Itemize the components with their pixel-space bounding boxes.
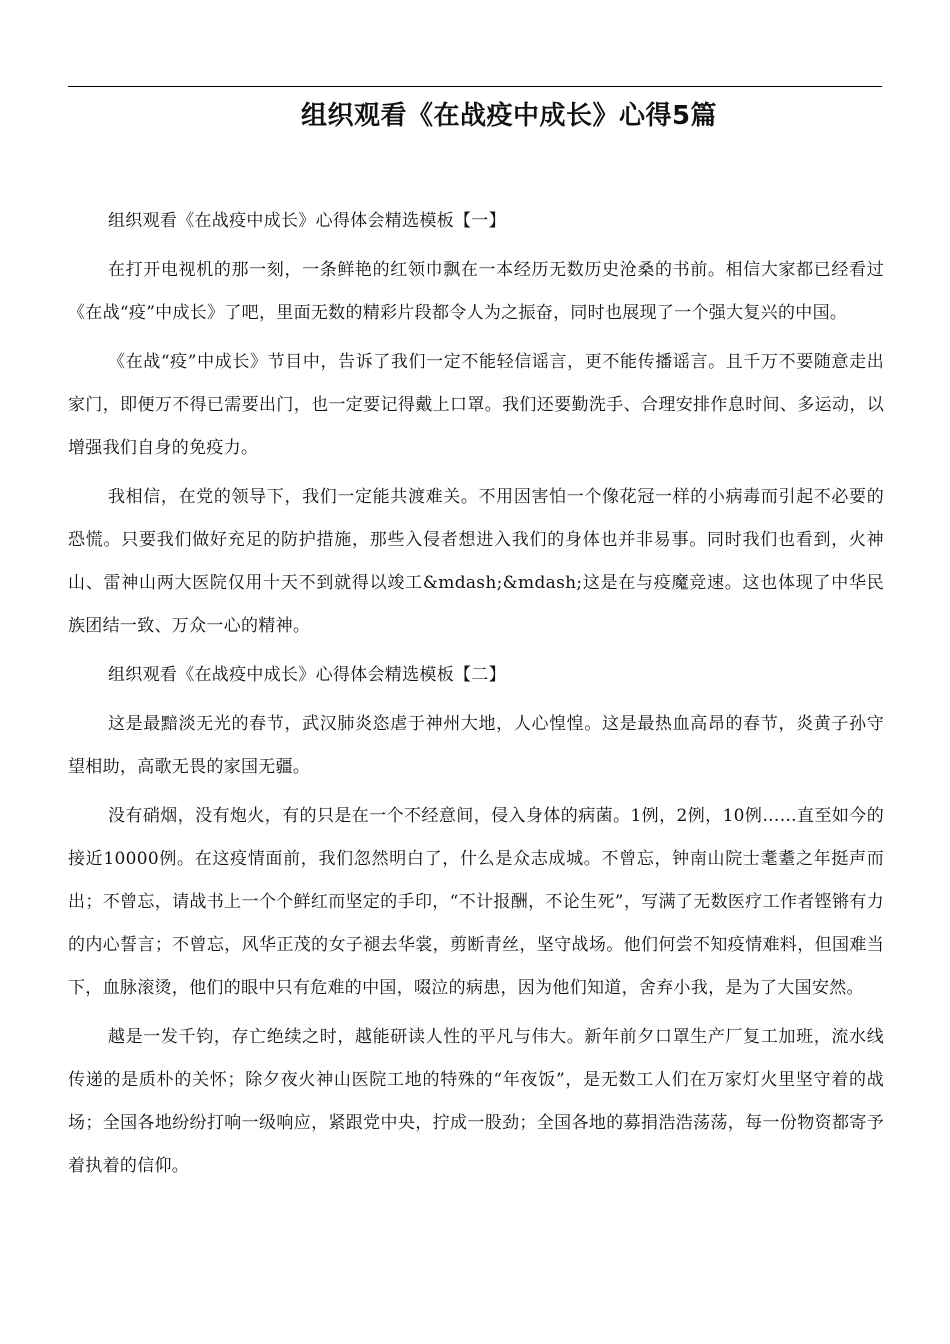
body-paragraph: 在打开电视机的那一刻，一条鲜艳的红领巾飘在一本经历无数历史沧桑的书前。相信大家都已经看过《在战“疫”中成长》了吧，里面无数的精彩片段都令人为之振奋，同时也展现了一个强大复兴的中国。 bbox=[68, 260, 884, 323]
header-rule bbox=[68, 86, 882, 87]
document-body bbox=[68, 200, 884, 1194]
body-paragraph: 这是最黯淡无光的春节，武汉肺炎恣虐于神州大地，人心惶惶。这是最热血高昂的春节，炎黄子孙守望相助，高歌无畏的家国无疆。 bbox=[68, 714, 884, 777]
section-heading-2: 组织观看《在战疫中成长》心得体会精选模板【二】 bbox=[108, 665, 506, 685]
body-paragraph: 没有硝烟，没有炮火，有的只是在一个不经意间，侵入身体的病菌。1例，2例，10例……直至如今的接近10000例。在这疫情面前，我们忽然明白了，什么是众志成城。不曾忘，钟南山院士耄耋之年挺声而出；不曾忘，请战书上一个个鲜红而坚定的手印，“不计报酬，不论生死”，写满了无数医疗工作者铿锵有力的内心誓言；不曾忘，风华正茂的女子褪去华裳，剪断青丝，坚守战场。他们何尝不知疫情难料，但国难当下，血脉滚烫，他们的眼中只有危难的中国，啜泣的病患，因为他们知道，舍弃小我，是为了大国安然。 bbox=[68, 806, 884, 998]
section-heading-1: 组织观看《在战疫中成长》心得体会精选模板【一】 bbox=[108, 211, 506, 231]
body-paragraph: 我相信，在党的领导下，我们一定能共渡难关。不用因害怕一个像花冠一样的小病毒而引起不必要的恐慌。只要我们做好充足的防护措施，那些入侵者想进入我们的身体也并非易事。同时我们也看到，火神山、雷神山两大医院仅用十天不到就得以竣工&mdash;&mdash;这是在与疫魔竞速。这也体现了中华民族团结一致、万众一心的精神。 bbox=[68, 487, 884, 636]
body-paragraph: 《在战“疫”中成长》节目中，告诉了我们一定不能轻信谣言，更不能传播谣言。且千万不要随意走出家门，即便万不得已需要出门，也一定要记得戴上口罩。我们还要勤洗手、合理安排作息时间、多运动，以增强我们自身的免疫力。 bbox=[68, 352, 884, 458]
document-title: 组织观看《在战疫中成长》心得5篇 bbox=[300, 101, 718, 131]
body-paragraph: 越是一发千钧，存亡绝续之时，越能研读人性的平凡与伟大。新年前夕口罩生产厂复工加班，流水线传递的是质朴的关怀；除夕夜火神山医院工地的特殊的“年夜饭”，是无数工人们在万家灯火里坚守着的战场；全国各地纷纷打响一级响应，紧跟党中央，拧成一股劲；全国各地的募捐浩浩荡荡，每一份物资都寄予着执着的信仰。 bbox=[68, 1027, 884, 1176]
